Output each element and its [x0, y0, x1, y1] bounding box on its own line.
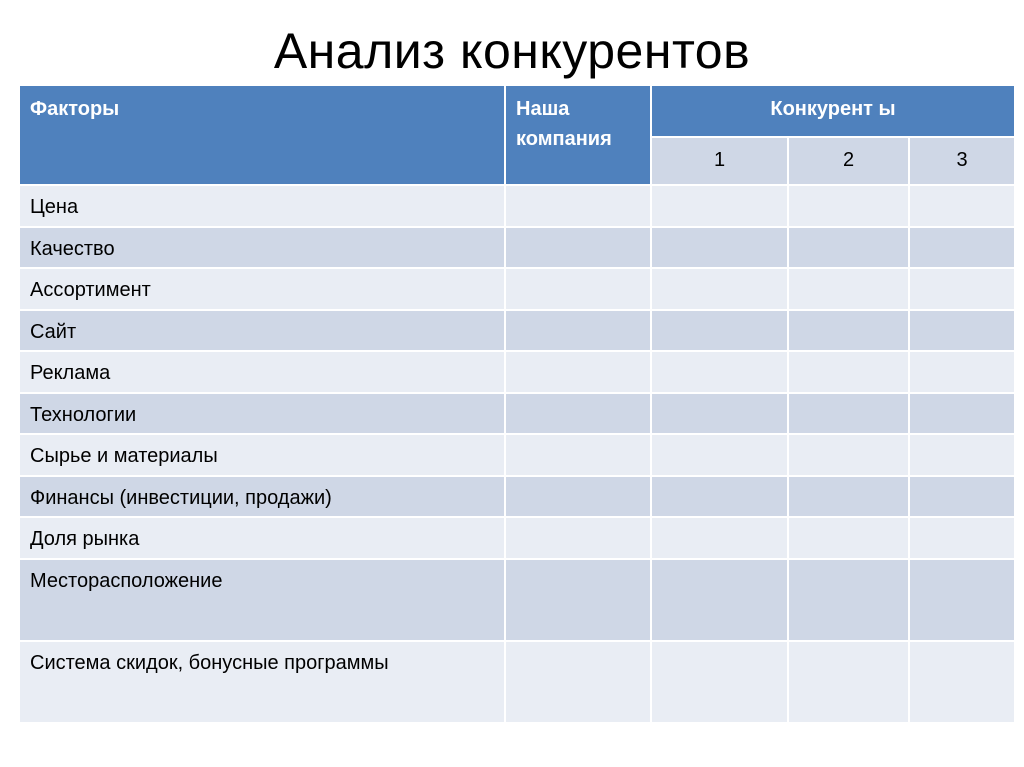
slide-title: Анализ конкурентов [273, 23, 751, 79]
competitor-1-cell [651, 393, 788, 434]
competitor-3-cell [909, 393, 1015, 434]
competitor-1-cell [651, 310, 788, 351]
competitor-3-cell [909, 434, 1015, 476]
competitor-2-cell [788, 185, 909, 227]
factor-cell: Месторасположение [19, 559, 505, 641]
table-row [19, 434, 1015, 476]
our-company-cell [505, 476, 651, 517]
competitor-3-cell [909, 185, 1015, 227]
competitor-3-cell [909, 310, 1015, 351]
table-row [19, 268, 1015, 310]
competitor-2-cell [788, 641, 909, 723]
table-row [19, 227, 1015, 268]
table-row [19, 393, 1015, 434]
competitor-2-cell [788, 559, 909, 641]
competitor-2-cell [788, 310, 909, 351]
competitor-3-cell [909, 641, 1015, 723]
our-company-cell [505, 268, 651, 310]
factor-cell: Цена [19, 185, 505, 227]
our-company-cell [505, 559, 651, 641]
table-row [19, 641, 1015, 723]
competitor-3-cell [909, 227, 1015, 268]
competitor-2-cell [788, 517, 909, 559]
competitor-3-cell [909, 351, 1015, 393]
header-our-company: Наша компания [505, 85, 651, 185]
table-row [19, 559, 1015, 641]
competitor-3-cell [909, 517, 1015, 559]
competitor-2-cell [788, 476, 909, 517]
competitor-analysis-table [18, 84, 1016, 724]
our-company-cell [505, 310, 651, 351]
factor-cell: Технологии [19, 393, 505, 434]
competitor-1-cell [651, 476, 788, 517]
factor-cell: Качество [19, 227, 505, 268]
factor-cell: Доля рынка [19, 517, 505, 559]
competitor-1-cell [651, 351, 788, 393]
our-company-cell [505, 351, 651, 393]
table-row [19, 517, 1015, 559]
factor-cell: Реклама [19, 351, 505, 393]
competitor-2-cell [788, 393, 909, 434]
header-competitor-1: 1 [651, 137, 788, 185]
our-company-cell [505, 434, 651, 476]
header-competitor-2: 2 [788, 137, 909, 185]
header-factors: Факторы [19, 85, 505, 185]
our-company-cell [505, 185, 651, 227]
our-company-cell [505, 227, 651, 268]
factor-cell: Сайт [19, 310, 505, 351]
competitor-2-cell [788, 268, 909, 310]
factor-cell: Финансы (инвестиции, продажи) [19, 476, 505, 517]
our-company-cell [505, 517, 651, 559]
header-competitors: Конкурент ы [651, 85, 1015, 137]
our-company-cell [505, 393, 651, 434]
factor-cell: Сырье и материалы [19, 434, 505, 476]
competitor-1-cell [651, 517, 788, 559]
table-row [19, 185, 1015, 227]
competitor-1-cell [651, 434, 788, 476]
competitor-2-cell [788, 434, 909, 476]
competitor-1-cell [651, 559, 788, 641]
factor-cell: Ассортимент [19, 268, 505, 310]
competitor-2-cell [788, 227, 909, 268]
competitor-1-cell [651, 641, 788, 723]
competitor-1-cell [651, 227, 788, 268]
competitor-3-cell [909, 559, 1015, 641]
competitor-3-cell [909, 268, 1015, 310]
factor-cell: Система скидок, бонусные программы [19, 641, 505, 723]
competitor-1-cell [651, 268, 788, 310]
table-row [19, 476, 1015, 517]
header-competitor-3: 3 [909, 137, 1015, 185]
our-company-cell [505, 641, 651, 723]
competitor-1-cell [651, 185, 788, 227]
table-row [19, 351, 1015, 393]
competitor-2-cell [788, 351, 909, 393]
competitor-3-cell [909, 476, 1015, 517]
table-row [19, 310, 1015, 351]
